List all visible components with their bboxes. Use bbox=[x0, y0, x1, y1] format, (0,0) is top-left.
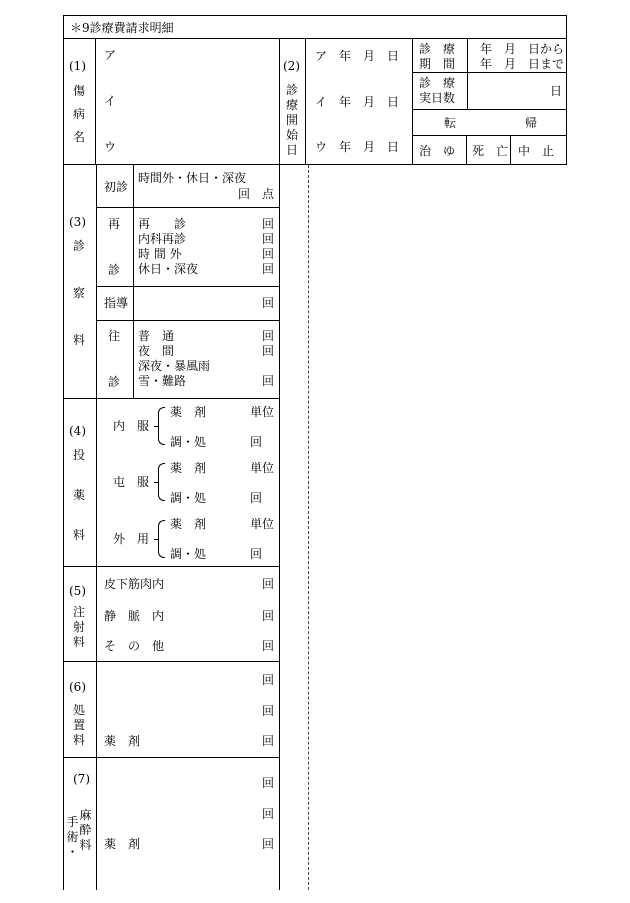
s5-row-2: 静 脈 内 bbox=[104, 609, 165, 623]
gaiyo-name: 外 用 bbox=[113, 532, 150, 546]
s1-label-1: 傷 bbox=[73, 84, 86, 98]
naifuku-prep-unit[interactable]: 回 bbox=[250, 435, 263, 449]
saishin-unit-2[interactable]: 回 bbox=[262, 232, 275, 246]
s5-unit-3[interactable]: 回 bbox=[262, 639, 275, 653]
s6-s7-divider bbox=[63, 757, 280, 758]
s7-drug: 薬 剤 bbox=[104, 837, 141, 851]
gaiyo-prep: 調・処 bbox=[170, 547, 207, 561]
s6-drug-unit[interactable]: 回 bbox=[262, 734, 275, 748]
oushin-unit-2[interactable]: 回 bbox=[262, 344, 275, 358]
outcome-died[interactable]: 死 亡 bbox=[472, 144, 509, 158]
outcome-stopped[interactable]: 中 止 bbox=[518, 144, 555, 158]
tonpuku-brace bbox=[158, 463, 165, 501]
s5-row-3: そ の 他 bbox=[104, 639, 165, 653]
oushin-unit-1[interactable]: 回 bbox=[262, 329, 275, 343]
s5-number: (5) bbox=[69, 584, 86, 598]
period-bottom bbox=[412, 72, 567, 73]
s1-label-3: 名 bbox=[73, 130, 86, 144]
period-label-1: 診 療 bbox=[419, 42, 456, 56]
title-divider bbox=[63, 38, 567, 39]
outcome-cured[interactable]: 治 ゆ bbox=[419, 144, 456, 158]
saishin-unit-3[interactable]: 回 bbox=[262, 247, 275, 261]
oushin-row-3: 深夜・暴風雨 bbox=[138, 359, 211, 373]
s2-label-divider bbox=[305, 38, 306, 165]
shoshin-unit[interactable]: 回 点 bbox=[238, 187, 275, 201]
s6-drug: 薬 剤 bbox=[104, 734, 141, 748]
saishin-unit-4[interactable]: 回 bbox=[262, 262, 275, 276]
oushin-unit-4[interactable]: 回 bbox=[262, 374, 275, 388]
gaiyo-brace bbox=[158, 520, 165, 558]
period-label-2: 期 間 bbox=[419, 57, 456, 71]
naifuku-drug: 薬 剤 bbox=[170, 405, 207, 419]
s6-number: (6) bbox=[69, 680, 86, 694]
shido-label: 指導 bbox=[104, 296, 129, 310]
s1-number: (1) bbox=[69, 59, 86, 73]
gaiyo-drug-unit[interactable]: 単位 bbox=[250, 517, 275, 531]
saishin-unit-1[interactable]: 回 bbox=[262, 217, 275, 231]
s1-label-divider bbox=[95, 38, 96, 165]
days-bottom bbox=[412, 109, 567, 110]
s3-number: (3) bbox=[69, 215, 86, 229]
s1-item-u[interactable]: ウ bbox=[104, 140, 117, 154]
s6-label: 処置料 bbox=[72, 703, 85, 747]
tonpuku-prep-unit[interactable]: 回 bbox=[250, 491, 263, 505]
outcome-mid bbox=[412, 135, 567, 136]
s2-date-u[interactable]: ウ 年 月 日 bbox=[315, 140, 400, 154]
s3-sub-divider bbox=[133, 165, 134, 398]
form-title: ＊9診療費請求明細 bbox=[70, 21, 174, 35]
s2-number: (2) bbox=[283, 59, 300, 73]
s5-label: 注射料 bbox=[72, 605, 85, 649]
oushin-row-2: 夜 間 bbox=[138, 344, 175, 358]
naifuku-prep: 調・処 bbox=[170, 435, 207, 449]
saishin-row-4: 休日・深夜 bbox=[138, 262, 199, 276]
naifuku-drug-unit[interactable]: 単位 bbox=[250, 405, 275, 419]
s7-label-dot: ・ bbox=[66, 845, 79, 859]
s3-row1-bottom bbox=[96, 207, 280, 208]
frame-top bbox=[63, 15, 567, 16]
gaiyo-drug: 薬 剤 bbox=[170, 517, 207, 531]
s3-label-2: 察 bbox=[73, 286, 86, 300]
shoshin-text: 時間外・休日・深夜 bbox=[138, 171, 247, 185]
tonpuku-name: 屯 服 bbox=[113, 475, 150, 489]
s1-s2-divider bbox=[279, 38, 280, 890]
saishin-label-top: 再 bbox=[108, 217, 121, 231]
outcome-div1 bbox=[466, 135, 467, 165]
s5-row-1: 皮下筋肉内 bbox=[104, 577, 165, 591]
right-dashed-line bbox=[308, 165, 309, 890]
oushin-label-bottom: 診 bbox=[108, 375, 121, 389]
s2-date-a[interactable]: ア 年 月 日 bbox=[315, 49, 400, 63]
tonpuku-prep: 調・処 bbox=[170, 491, 207, 505]
tonpuku-drug: 薬 剤 bbox=[170, 461, 207, 475]
gaiyo-prep-unit[interactable]: 回 bbox=[250, 547, 263, 561]
s1-item-i[interactable]: イ bbox=[104, 94, 117, 108]
s3-label-3: 料 bbox=[73, 333, 86, 347]
saishin-row-1: 再 診 bbox=[138, 217, 187, 231]
s5-unit-2[interactable]: 回 bbox=[262, 609, 275, 623]
s5-s6-divider bbox=[63, 661, 280, 662]
naifuku-brace-tip bbox=[154, 426, 158, 427]
shido-unit[interactable]: 回 bbox=[262, 296, 275, 310]
s6-unit-1[interactable]: 回 bbox=[262, 673, 275, 687]
days-unit: 日 bbox=[550, 84, 563, 98]
days-label-2: 実日数 bbox=[419, 91, 456, 105]
oushin-row-4: 雪・難路 bbox=[138, 374, 187, 388]
period-divider bbox=[467, 38, 468, 109]
saishin-row-2: 内科再診 bbox=[138, 232, 187, 246]
outcome-label-left: 転 bbox=[444, 116, 457, 130]
frame-left bbox=[63, 15, 64, 890]
s4-label-3: 料 bbox=[73, 528, 86, 542]
s4-s5-divider bbox=[63, 566, 280, 567]
naifuku-name: 内 服 bbox=[113, 419, 150, 433]
tonpuku-brace-tip bbox=[154, 482, 158, 483]
s3-s4-divider bbox=[63, 398, 280, 399]
dates-divider bbox=[412, 38, 413, 165]
shoshin-label: 初診 bbox=[104, 180, 129, 194]
s7-number: (7) bbox=[73, 772, 90, 786]
s4-label-1: 投 bbox=[73, 448, 86, 462]
s1-label-2: 病 bbox=[73, 107, 86, 121]
outcome-div2 bbox=[510, 135, 511, 165]
s3-row2-bottom bbox=[96, 286, 280, 287]
naifuku-brace bbox=[158, 407, 165, 445]
left-label-divider bbox=[96, 165, 97, 890]
s7-unit-1[interactable]: 回 bbox=[262, 776, 275, 790]
days-label-1: 診 療 bbox=[419, 76, 456, 90]
period-to[interactable]: 年 月 日まで bbox=[480, 57, 565, 71]
saishin-label-bottom: 診 bbox=[108, 263, 121, 277]
oushin-row-1: 普 通 bbox=[138, 329, 175, 343]
s2-label: 診療開始日 bbox=[285, 83, 298, 157]
saishin-row-3: 時 間 外 bbox=[138, 247, 182, 261]
s5-unit-1[interactable]: 回 bbox=[262, 577, 275, 591]
s4-label-2: 薬 bbox=[73, 488, 86, 502]
s6-unit-2[interactable]: 回 bbox=[262, 704, 275, 718]
s3-row3-bottom bbox=[96, 320, 280, 321]
s4-number: (4) bbox=[69, 424, 86, 438]
header-bottom bbox=[63, 164, 567, 165]
outcome-label-right: 帰 bbox=[525, 116, 538, 130]
s7-label-anesthesia: 麻酔料 bbox=[79, 808, 92, 852]
s3-label-1: 診 bbox=[73, 239, 86, 253]
tonpuku-drug-unit[interactable]: 単位 bbox=[250, 461, 275, 475]
s1-item-a[interactable]: ア bbox=[104, 48, 117, 62]
s7-drug-unit[interactable]: 回 bbox=[262, 837, 275, 851]
s7-unit-2[interactable]: 回 bbox=[262, 807, 275, 821]
s2-date-i[interactable]: イ 年 月 日 bbox=[315, 95, 400, 109]
s7-label-surgery: 手術 bbox=[66, 815, 79, 844]
period-from[interactable]: 年 月 日から bbox=[480, 42, 565, 56]
oushin-label-top: 往 bbox=[108, 329, 121, 343]
gaiyo-brace-tip bbox=[154, 539, 158, 540]
